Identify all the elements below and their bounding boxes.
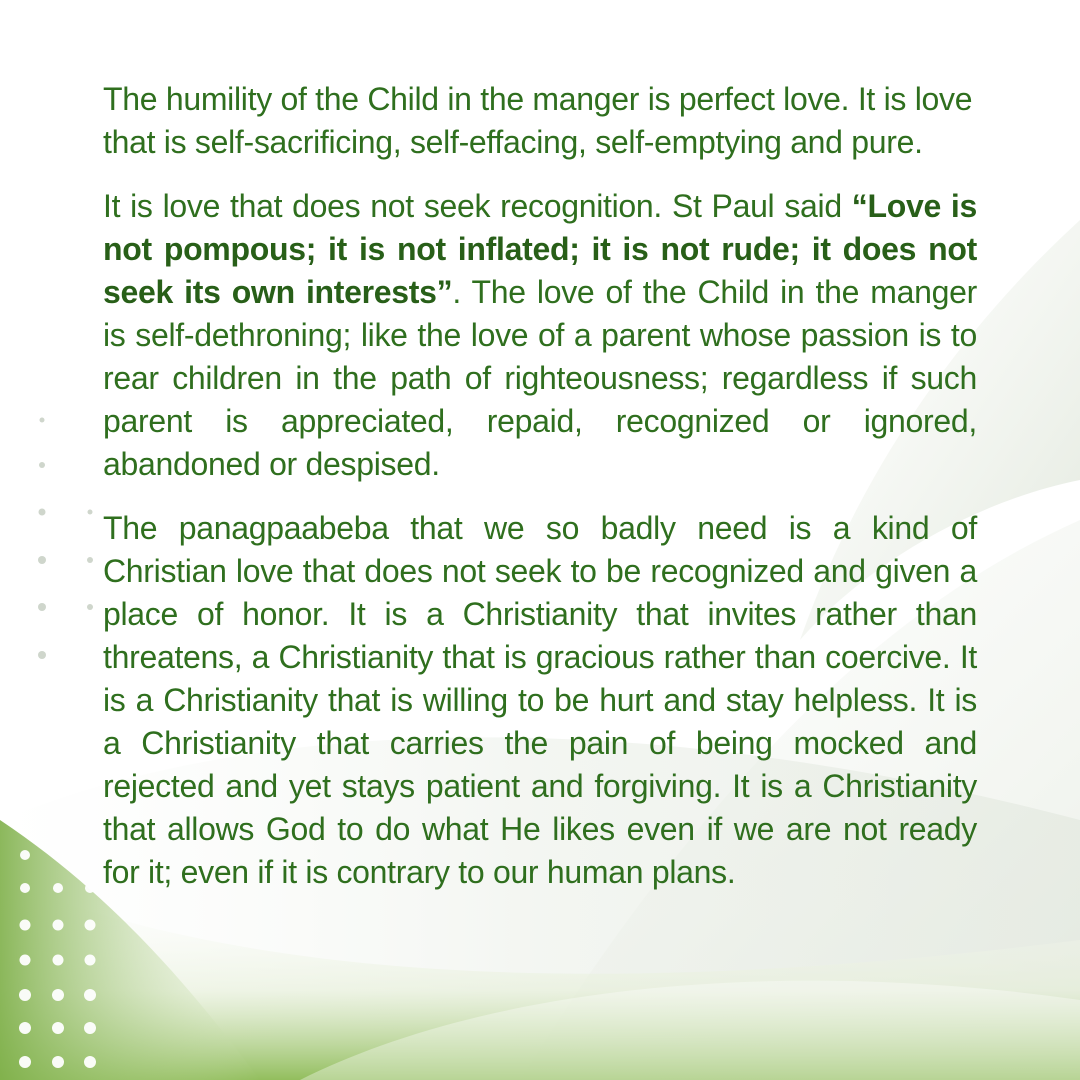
paragraph-3-text: The panagpaabeba that we so badly need is a kind of Christian love that does not seek to be recognized and given a place of honor. It is a Christianity that invites rather than threatens, a Christianity that is gracious rather than coercive. It is a Christianity that is willing to be hurt and stay helpless. It is a Christianity that carries the pain of being mocked and rejected and yet stays patient and forgiving. It is a Christianity that allows God to do what He likes even if we are not ready for it; even if it is contrary to our human plans. bbox=[103, 510, 977, 890]
paragraph-1-text: The humility of the Child in the manger is perfect love. It is love that is self-sacrificing, self-effacing, self-emptying and pure. bbox=[103, 81, 973, 160]
bible-quote: “Love is not pompous; it is not inflated; it is not rude; it does not seek its own interests” bbox=[103, 188, 978, 310]
paragraph-2-rest: . The love of the Child in the manger is self-dethroning; like the love of a parent whose passion is to rear children in the path of righteousness; regardless if such parent is appreciated, repaid, recognized or ignored, abandoned or despised. bbox=[103, 274, 977, 482]
paragraph-2 bbox=[103, 185, 977, 486]
dot-pattern bbox=[38, 418, 93, 660]
reflection-text-block bbox=[103, 78, 977, 915]
paragraph-1 bbox=[103, 78, 977, 164]
paragraph-2-intro: It is love that does not seek recognition. St Paul said bbox=[103, 188, 852, 224]
paragraph-3 bbox=[103, 507, 977, 894]
